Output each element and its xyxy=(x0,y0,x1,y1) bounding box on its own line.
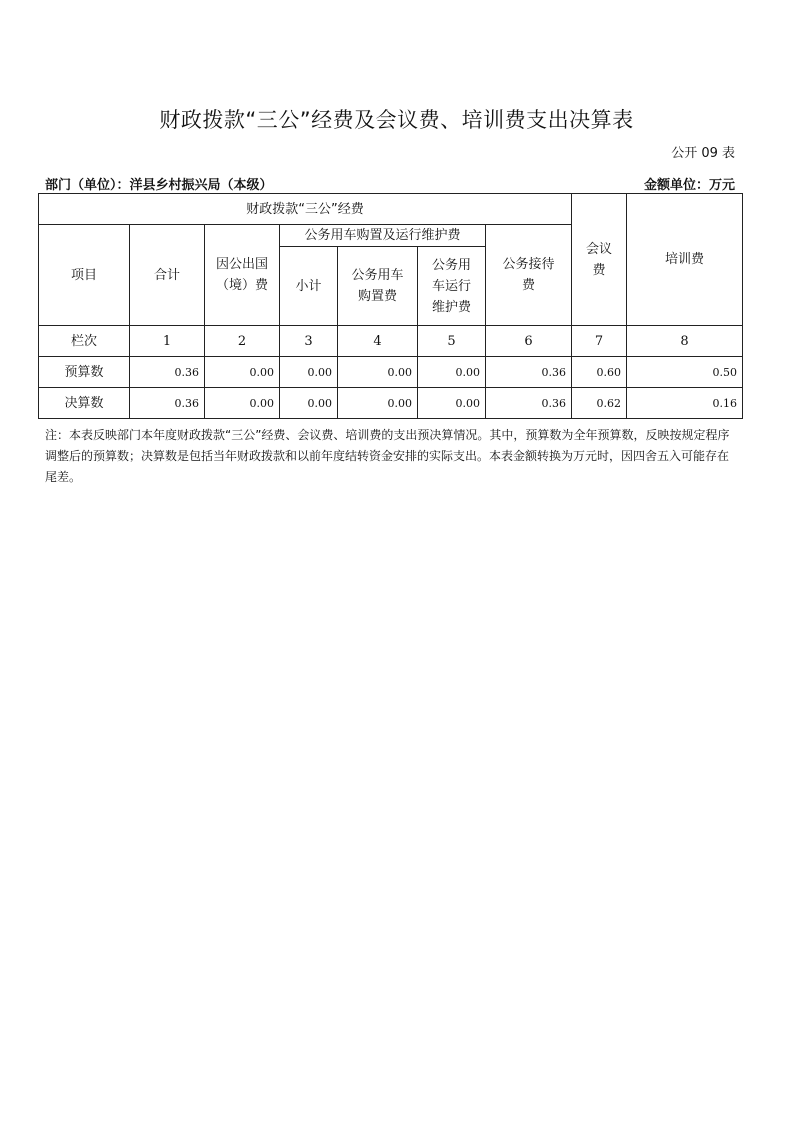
row-label: 决算数 xyxy=(39,388,130,419)
header-abroad xyxy=(205,225,280,326)
column-number: 3 xyxy=(280,326,338,357)
cell-meeting: 0.60 xyxy=(572,357,627,388)
table-row-budget xyxy=(39,357,743,388)
cell-vehicle-purchase: 0.00 xyxy=(338,357,418,388)
expenditure-table xyxy=(38,193,743,419)
cell-vehicle-subtotal: 0.00 xyxy=(280,388,338,419)
header-subtotal: 小计 xyxy=(280,247,338,326)
column-number: 8 xyxy=(627,326,743,357)
cell-reception: 0.36 xyxy=(486,388,572,419)
table-row-final xyxy=(39,388,743,419)
department-label: 部门（单位）：洋县乡村振兴局（本级） xyxy=(45,178,273,193)
header-three-public: 财政拨款“三公”经费 xyxy=(39,194,572,225)
row-label: 预算数 xyxy=(39,357,130,388)
column-number: 4 xyxy=(338,326,418,357)
column-number-row xyxy=(39,326,743,357)
header-meeting-label: 会议费 xyxy=(586,241,613,278)
column-number: 2 xyxy=(205,326,280,357)
header-item: 项目 xyxy=(39,225,130,326)
column-number: 1 xyxy=(130,326,205,357)
header-total: 合计 xyxy=(130,225,205,326)
cell-reception: 0.36 xyxy=(486,357,572,388)
page-title: 财政拨款“三公”经费及会议费、培训费支出决算表 xyxy=(159,108,634,132)
cell-total: 0.36 xyxy=(130,388,205,419)
cell-meeting: 0.62 xyxy=(572,388,627,419)
cell-training: 0.16 xyxy=(627,388,743,419)
column-number-label: 栏次 xyxy=(39,326,130,357)
table-note: 注：本表反映部门本年度财政拨款“三公”经费、会议费、培训费的支出预决算情况。其中，预算数为全年预算数，反映按规定程序调整后的预算数；决算数是包括当年财政拨款和以前年度结转资金安排的实际支出。本表金额转换为万元时，因四舍五入可能存在尾差。 xyxy=(45,428,730,484)
header-reception-label: 公务接待费 xyxy=(502,257,555,293)
header-vehicle-operation xyxy=(418,247,486,326)
column-number: 5 xyxy=(418,326,486,357)
header-training: 培训费 xyxy=(627,194,743,326)
column-number: 7 xyxy=(572,326,627,357)
header-vehicle-purchase-label: 公务用车购置费 xyxy=(351,268,404,304)
cell-vehicle-purchase: 0.00 xyxy=(338,388,418,419)
cell-vehicle-operation: 0.00 xyxy=(418,388,486,419)
amount-unit-label: 金额单位：万元 xyxy=(643,178,735,193)
column-number: 6 xyxy=(486,326,572,357)
header-abroad-label: 因公出国（境）费 xyxy=(215,257,268,293)
table-number: 公开 09 表 xyxy=(671,146,735,161)
cell-total: 0.36 xyxy=(130,357,205,388)
cell-abroad: 0.00 xyxy=(205,388,280,419)
cell-training: 0.50 xyxy=(627,357,743,388)
header-vehicle-operation-label: 公务用车运行维护费 xyxy=(431,257,471,315)
header-meeting xyxy=(572,194,627,326)
cell-vehicle-subtotal: 0.00 xyxy=(280,357,338,388)
cell-abroad: 0.00 xyxy=(205,357,280,388)
header-vehicle-purchase xyxy=(338,247,418,326)
header-reception xyxy=(486,225,572,326)
cell-vehicle-operation: 0.00 xyxy=(418,357,486,388)
header-vehicle-group: 公务用车购置及运行维护费 xyxy=(280,225,486,247)
